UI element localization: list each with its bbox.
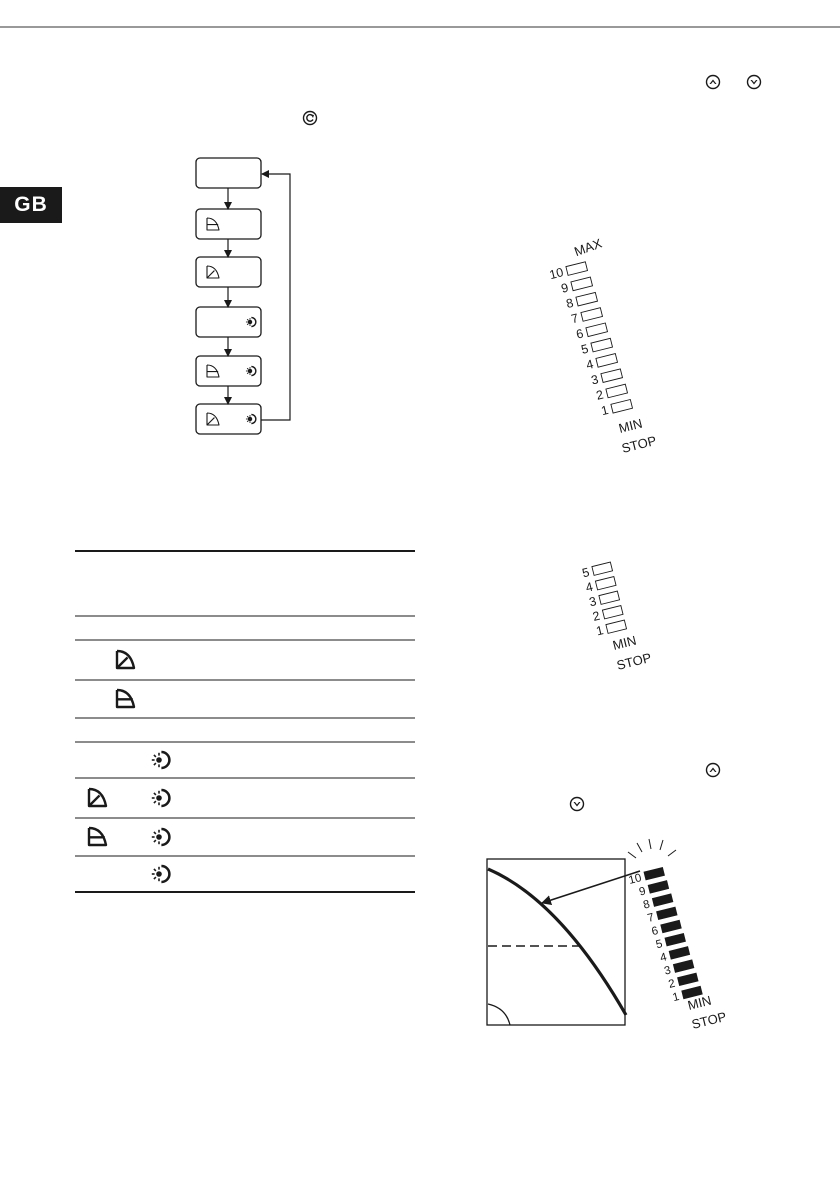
led-level-label: 2 — [594, 387, 605, 403]
led-level-label: 4 — [658, 951, 669, 965]
led-level-label: 3 — [663, 964, 673, 978]
led-level-label: 2 — [667, 977, 677, 991]
glow-rays — [628, 839, 676, 858]
led-level-label: 3 — [587, 594, 598, 610]
led-level-label: 4 — [584, 356, 595, 373]
led-min-label: MIN — [617, 415, 644, 436]
led-stop-label: STOP — [615, 649, 653, 673]
led-level-label: 8 — [642, 898, 652, 912]
led-stop-label: STOP — [690, 1008, 728, 1032]
curve-frame — [487, 859, 625, 1025]
led-level-label: 1 — [599, 402, 610, 419]
pump-curve — [488, 869, 626, 1015]
led-level-label: 6 — [574, 326, 585, 342]
led-level-label: 5 — [580, 565, 591, 581]
led-level-label: 5 — [579, 341, 590, 357]
led-level-label: 9 — [637, 885, 648, 899]
led-min-label: MIN — [611, 632, 638, 653]
led-level-label: 4 — [584, 579, 595, 595]
led-level-label: 2 — [591, 608, 602, 624]
language-tab: GB — [0, 187, 62, 223]
led-level-label: 8 — [564, 295, 575, 312]
led-stop-label: STOP — [620, 432, 658, 456]
led-level-label: 7 — [646, 911, 656, 925]
led-level-label: 10 — [627, 872, 643, 887]
led-level-label: 5 — [654, 938, 664, 952]
led-level-label: 7 — [569, 311, 580, 327]
led-min-label: MIN — [686, 992, 713, 1013]
led-level-label: 9 — [559, 280, 570, 296]
led-level-label: 1 — [671, 990, 681, 1005]
led-level-label: 10 — [547, 265, 565, 283]
led-level-label: 3 — [589, 372, 600, 388]
led-level-label: 1 — [594, 623, 605, 639]
led-level-label: 6 — [650, 924, 660, 939]
corner-arc — [488, 1004, 510, 1025]
led-max-label: MAX — [572, 235, 604, 260]
